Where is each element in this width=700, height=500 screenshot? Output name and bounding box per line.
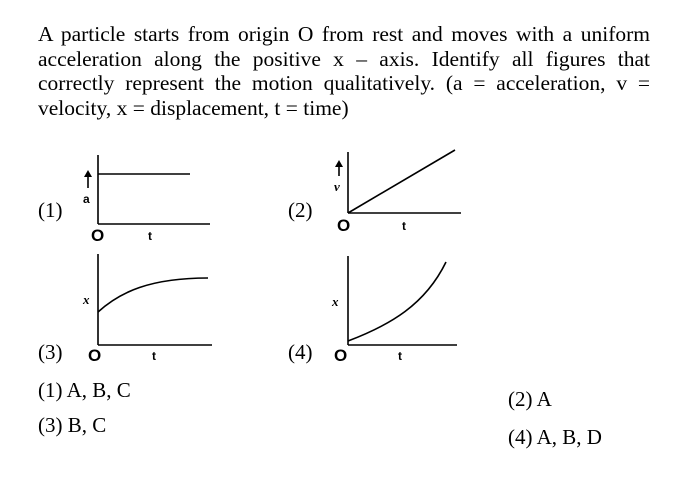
figure-3-label: (3) bbox=[38, 340, 63, 364]
figure-3-y-label: x bbox=[83, 292, 90, 307]
figure-1-label: (1) bbox=[38, 198, 63, 222]
figure-1-y-label: a bbox=[83, 192, 90, 206]
option-4[interactable]: (4) A, B, D bbox=[508, 425, 602, 449]
figure-2-origin: O bbox=[337, 216, 351, 235]
figure-2-label: (2) bbox=[288, 198, 313, 222]
figure-1-origin: O bbox=[91, 226, 105, 245]
figure-4-origin: O bbox=[334, 346, 348, 365]
figure-1-x-label: t bbox=[148, 229, 152, 243]
figure-4-curve bbox=[348, 262, 446, 341]
figure-3 bbox=[82, 254, 212, 365]
figure-4 bbox=[331, 256, 457, 365]
figure-4-x-label: t bbox=[398, 349, 402, 363]
option-2[interactable]: (2) A bbox=[508, 387, 552, 411]
figure-3-curve bbox=[98, 278, 208, 312]
figure-2-curve bbox=[348, 150, 455, 213]
figure-2 bbox=[334, 150, 461, 235]
option-3[interactable]: (3) B, C bbox=[38, 413, 107, 437]
figure-1-arrowhead-icon bbox=[84, 170, 92, 177]
figure-4-label: (4) bbox=[288, 340, 313, 364]
figure-1 bbox=[83, 155, 210, 245]
figure-2-y-label: v bbox=[334, 179, 340, 194]
figure-4-y-label: x bbox=[332, 294, 339, 309]
figure-2-x-label: t bbox=[402, 219, 406, 233]
option-1[interactable]: (1) A, B, C bbox=[38, 378, 131, 402]
figure-2-arrowhead-icon bbox=[335, 160, 343, 167]
question-text: A particle starts from origin O from rest and moves with a uniform acceleration along the positive x – axis. Identify all figures that correctly represent the motion qualitatively. (a = acceleration, v = velocity, x = displacement, t = time) bbox=[38, 22, 650, 120]
figure-3-x-label: t bbox=[152, 349, 156, 363]
figure-3-origin: O bbox=[88, 346, 102, 365]
